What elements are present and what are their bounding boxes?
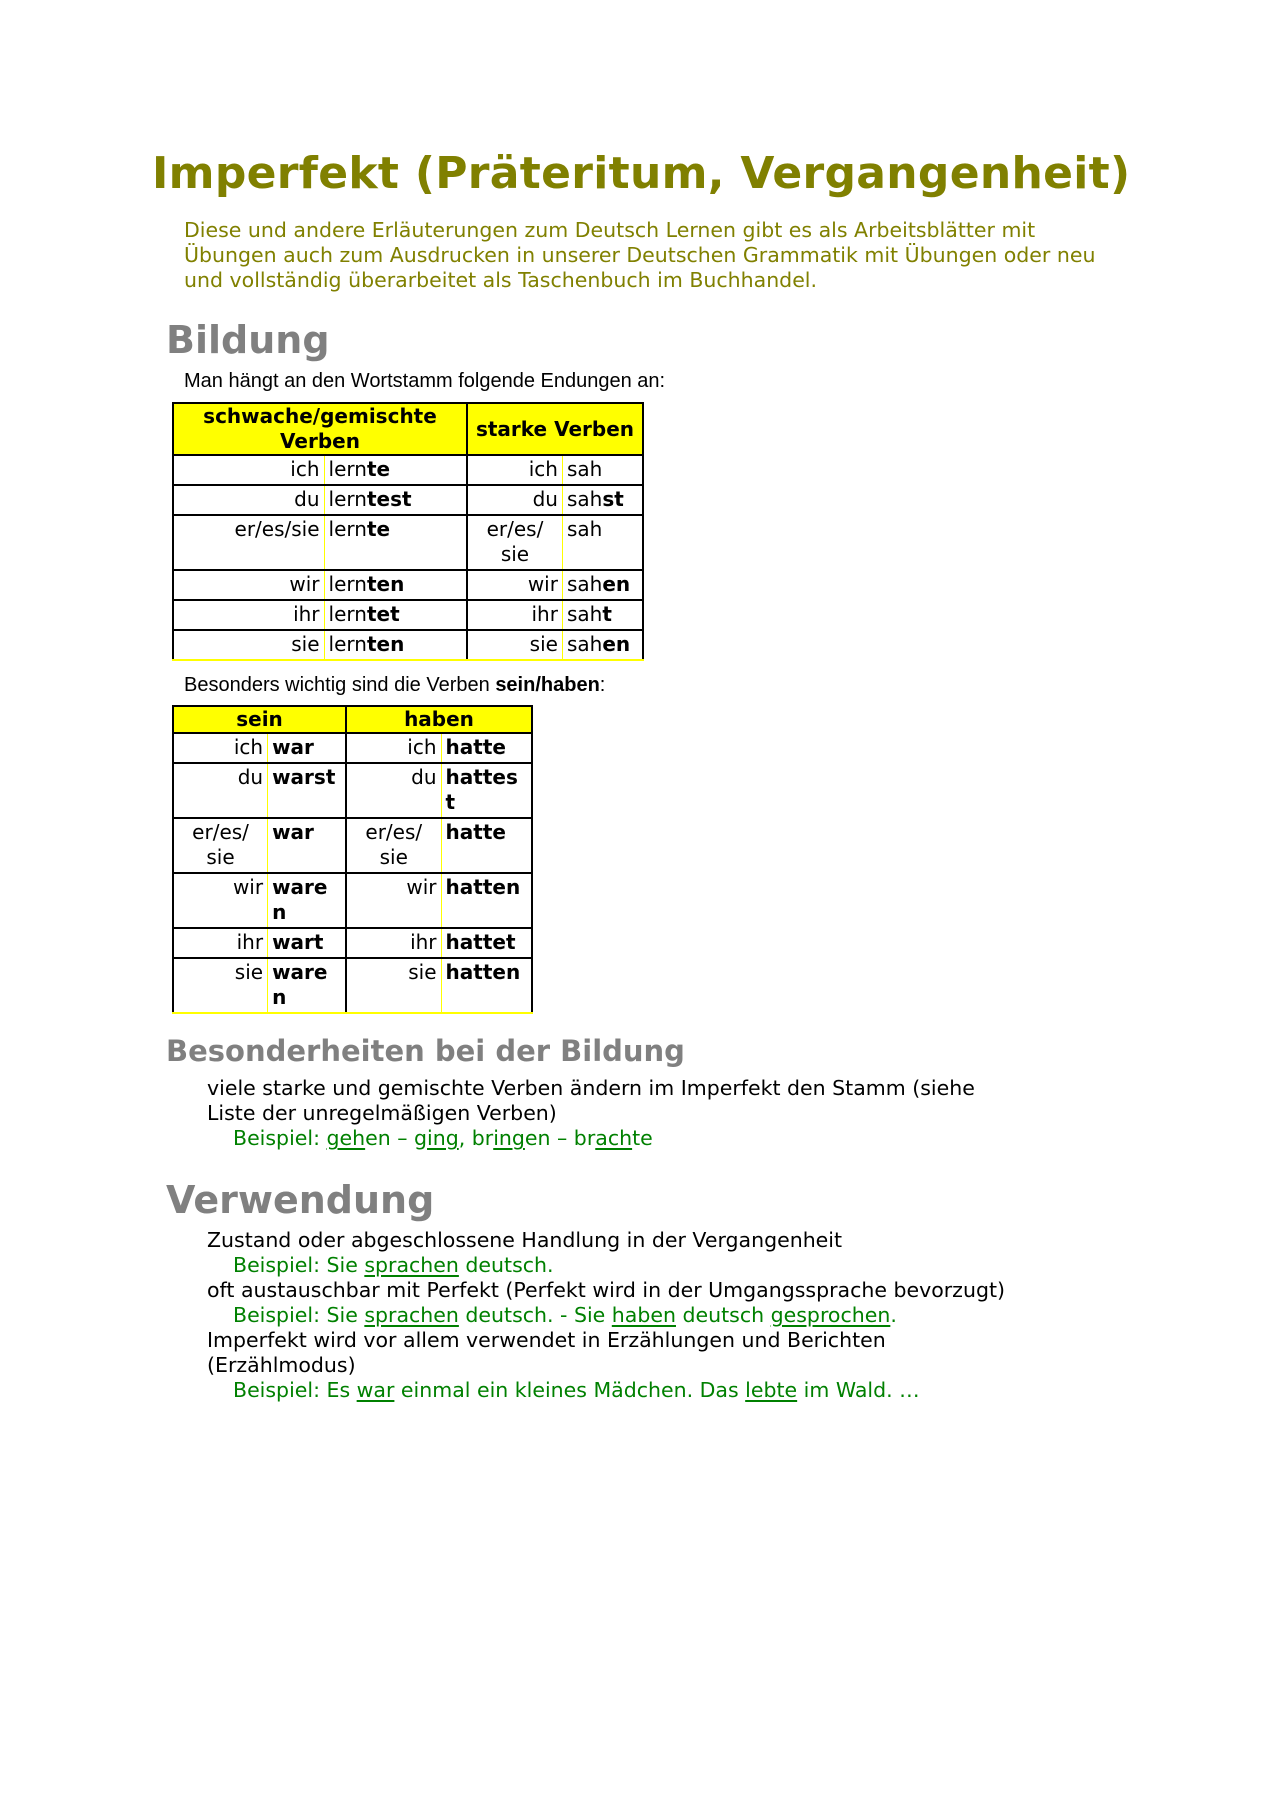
- header-sein: sein: [173, 706, 346, 733]
- pronoun-cell: sie: [346, 958, 441, 1013]
- verwendung-line-1: Zustand oder abgeschlossene Handlung in der Vergangenheit: [207, 1228, 843, 1252]
- verb-cell: hattest: [441, 763, 532, 818]
- pronoun-cell: du: [173, 485, 324, 515]
- intro-paragraph: Diese und andere Erläuterungen zum Deutsch Lernen gibt es als Arbeitsblätter mit Übungen auch zum Ausdrucken in unserer Deutschen Grammatik mit Übungen oder neu und vollständig überarbeitet als Taschenbuch im Buchhandel.: [184, 218, 1096, 292]
- verb-cell: waren: [268, 958, 346, 1013]
- table-row: [173, 733, 532, 763]
- verwendung-line-2: oft austauschbar mit Perfekt (Perfekt wird in der Umgangssprache bevorzugt): [207, 1278, 1005, 1302]
- table-row: [173, 873, 532, 928]
- heading-besonderheiten: Besonderheiten bei der Bildung: [166, 1034, 685, 1068]
- verb-cell: lerntest: [324, 485, 467, 515]
- table-row: [173, 570, 643, 600]
- verb-cell: hattet: [441, 928, 532, 958]
- verb-cell: sahen: [562, 570, 643, 600]
- pronoun-cell: er/es/sie: [173, 515, 324, 570]
- pronoun-cell: ihr: [346, 928, 441, 958]
- verb-cell: lernten: [324, 630, 467, 660]
- pronoun-cell: wir: [346, 873, 441, 928]
- table-row: [173, 455, 643, 485]
- table-row: [173, 763, 532, 818]
- pronoun-cell: wir: [173, 570, 324, 600]
- verb-cell: war: [268, 733, 346, 763]
- pronoun-cell: er/es/ sie: [346, 818, 441, 873]
- verb-cell: lernte: [324, 515, 467, 570]
- table-row: [173, 485, 643, 515]
- verb-cell: lerntet: [324, 600, 467, 630]
- verb-cell: warst: [268, 763, 346, 818]
- table-row: [173, 515, 643, 570]
- bildung-text: Man hängt an den Wortstamm folgende Endungen an:: [184, 370, 666, 392]
- verwendung-example-2: Beispiel: Sie sprachen deutsch. - Sie haben deutsch gesprochen.: [233, 1303, 897, 1327]
- pronoun-cell: wir: [173, 873, 268, 928]
- verb-cell: sah: [562, 455, 643, 485]
- besonderheiten-example: Beispiel: gehen – ging, bringen – brachte: [233, 1126, 653, 1150]
- pronoun-cell: ihr: [173, 600, 324, 630]
- verb-cell: war: [268, 818, 346, 873]
- pronoun-cell: du: [173, 763, 268, 818]
- sein-haben-table: [172, 705, 533, 1014]
- verb-cell: waren: [268, 873, 346, 928]
- verb-cell: hatten: [441, 873, 532, 928]
- besonderheiten-line-2: Liste der unregelmäßigen Verben): [207, 1101, 557, 1125]
- pronoun-cell: ihr: [173, 928, 268, 958]
- pronoun-cell: wir: [467, 570, 562, 600]
- pronoun-cell: er/es/ sie: [173, 818, 268, 873]
- heading-bildung: Bildung: [166, 318, 330, 362]
- pronoun-cell: ich: [173, 455, 324, 485]
- pronoun-cell: sie: [467, 630, 562, 660]
- header-haben: haben: [346, 706, 532, 733]
- header-weak-verbs: schwache/gemischte Verben: [173, 403, 467, 455]
- pronoun-cell: sie: [173, 958, 268, 1013]
- endings-table: [172, 402, 644, 661]
- pronoun-cell: ich: [346, 733, 441, 763]
- verb-cell: sahen: [562, 630, 643, 660]
- heading-verwendung: Verwendung: [166, 1178, 435, 1222]
- verb-cell: sah: [562, 515, 643, 570]
- verb-cell: wart: [268, 928, 346, 958]
- pronoun-cell: ich: [173, 733, 268, 763]
- pronoun-cell: ihr: [467, 600, 562, 630]
- verb-cell: hatte: [441, 818, 532, 873]
- table-row: [173, 818, 532, 873]
- verb-cell: hatte: [441, 733, 532, 763]
- pronoun-cell: du: [467, 485, 562, 515]
- verb-cell: lernten: [324, 570, 467, 600]
- verwendung-example-1: Beispiel: Sie sprachen deutsch.: [233, 1253, 554, 1277]
- table-row: [173, 928, 532, 958]
- table-row: [173, 958, 532, 1013]
- pronoun-cell: er/es/ sie: [467, 515, 562, 570]
- verwendung-line-4: (Erzählmodus): [207, 1353, 356, 1377]
- pronoun-cell: ich: [467, 455, 562, 485]
- bildung-text-2: Besonders wichtig sind die Verben sein/haben:: [184, 674, 606, 696]
- header-strong-verbs: starke Verben: [467, 403, 643, 455]
- verb-cell: sahst: [562, 485, 643, 515]
- page-title: Imperfekt (Präteritum, Vergangenheit): [152, 148, 1131, 199]
- table-row: [173, 630, 643, 660]
- verb-cell: hatten: [441, 958, 532, 1013]
- besonderheiten-line-1: viele starke und gemischte Verben ändern im Imperfekt den Stamm (siehe: [207, 1076, 975, 1100]
- verb-cell: lernte: [324, 455, 467, 485]
- verwendung-example-3: Beispiel: Es war einmal ein kleines Mädchen. Das lebte im Wald. …: [233, 1378, 920, 1402]
- pronoun-cell: du: [346, 763, 441, 818]
- pronoun-cell: sie: [173, 630, 324, 660]
- verb-cell: saht: [562, 600, 643, 630]
- table-row: [173, 600, 643, 630]
- verwendung-line-3: Imperfekt wird vor allem verwendet in Erzählungen und Berichten: [207, 1328, 886, 1352]
